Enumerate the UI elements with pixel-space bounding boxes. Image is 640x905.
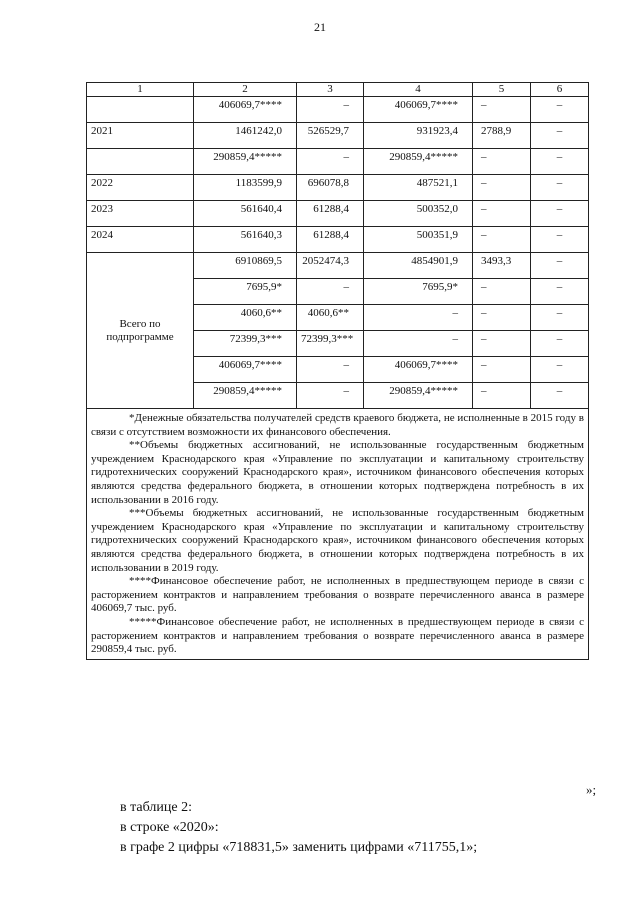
table-cell: 931923,4 [364,123,473,149]
table-cell: 290859,4***** [194,383,297,409]
table-cell: – [473,305,531,331]
table-cell: 526529,7 [297,123,364,149]
footnotes [87,409,589,660]
table-cell [87,97,194,123]
table-cell: 3493,3 [473,253,531,279]
table-cell: – [473,227,531,253]
table-cell: – [473,149,531,175]
table-cell: – [531,253,589,279]
instruction-line: в таблице 2: [120,800,192,815]
footnote: *****Финансовое обеспечение работ, не исполненных в предшествующем периоде в связи с расторжением контрактов и направлением требования о возврате перечисленного аванса в размере 290859,4 тыс. руб. [91,615,584,656]
table-cell: 72399,3*** [297,331,364,357]
table-cell: – [473,201,531,227]
footnote: *Денежные обязательства получателей средств краевого бюджета, не исполненные в 2015 году в связи с отсутствием возможности их финансового обеспечения. [91,412,584,438]
column-header: 2 [194,83,297,97]
table-cell: – [531,383,589,409]
total-row [87,253,589,279]
table-row [87,97,589,123]
table-cell: 500352,0 [364,201,473,227]
table-cell: 561640,4 [194,201,297,227]
table-cell: 72399,3*** [194,331,297,357]
table-cell: 500351,9 [364,227,473,253]
table-cell: 290859,4***** [364,383,473,409]
table-cell: 2023 [87,201,194,227]
instruction-line: в графе 2 цифры «718831,5» заменить цифрами «711755,1»; [120,840,478,855]
table-cell: – [297,97,364,123]
table-cell: 561640,3 [194,227,297,253]
table-row [87,175,589,201]
table-cell: – [473,279,531,305]
column-header: 3 [297,83,364,97]
table-cell: 406069,7**** [194,357,297,383]
footnote: ****Финансовое обеспечение работ, не исполненных в предшествующем периоде в связи с расторжением контрактов и направлением требования о возврате перечисленного аванса в размере 406069,7 тыс. руб. [91,575,584,615]
table-cell: 4060,6** [297,305,364,331]
total-label [87,253,194,409]
table-cell: – [364,305,473,331]
budget-table [86,82,589,660]
table-cell: 7695,9* [364,279,473,305]
total-label-line: подпрограмме [106,330,174,343]
table-cell: – [531,331,589,357]
table-cell: – [531,357,589,383]
table-cell: – [531,227,589,253]
table-cell: – [473,175,531,201]
table-cell: 406069,7**** [364,97,473,123]
table-cell: – [297,149,364,175]
table-cell: – [531,149,589,175]
table-cell: 696078,8 [297,175,364,201]
table-row [87,227,589,253]
table-cell: 2024 [87,227,194,253]
footnote: **Объемы бюджетных ассигнований, не использованные государственным бюджетным учреждением Краснодарского края «Управление по эксплуатации и капитальному строительству гидротехнических сооружений Краснодарского края», источником финансового обеспечения которых являются средства федерального бюджета, в отношении которых подтверждена потребность в их использовании в 2016 году. [91,439,584,506]
table-cell: – [531,175,589,201]
table-cell: 290859,4***** [194,149,297,175]
table-cell: – [473,97,531,123]
column-header: 4 [364,83,473,97]
table-cell: 2052474,3 [297,253,364,279]
table-cell [87,149,194,175]
table-cell: 406069,7**** [364,357,473,383]
table-cell: – [297,357,364,383]
table-cell: – [297,279,364,305]
table-cell: 4060,6** [194,305,297,331]
table-header-row [87,83,589,97]
table-cell: 7695,9* [194,279,297,305]
table-cell: – [473,383,531,409]
table-cell: – [473,331,531,357]
total-label-line: Всего по [119,317,161,330]
table-cell: – [531,201,589,227]
notes-row [87,409,589,660]
table-cell: 487521,1 [364,175,473,201]
table-cell: 6910869,5 [194,253,297,279]
column-header: 6 [531,83,589,97]
table-cell: 1183599,9 [194,175,297,201]
footnote: ***Объемы бюджетных ассигнований, не использованные государственным бюджетным учреждением Краснодарского края «Управление по эксплуатации и капитальному строительству гидротехнических сооружений Краснодарского края», источником финансового обеспечения которых являются средства федерального бюджета, в отношении которых подтверждена потребность в их использовании в 2019 году. [91,507,584,574]
table-cell: – [531,279,589,305]
instruction-line: в строке «2020»: [120,820,219,835]
table-cell: 2788,9 [473,123,531,149]
table-cell: 2021 [87,123,194,149]
column-header: 1 [87,83,194,97]
table-cell: 61288,4 [297,201,364,227]
closing-quote: »; [586,782,597,797]
table-row [87,123,589,149]
table-row [87,149,589,175]
page-number: 21 [314,20,326,34]
table-cell: 406069,7**** [194,97,297,123]
table-cell: – [531,97,589,123]
table-cell: – [297,383,364,409]
table-row [87,201,589,227]
table-cell: 2022 [87,175,194,201]
table-cell: 61288,4 [297,227,364,253]
table-cell: – [364,331,473,357]
table-cell: 4854901,9 [364,253,473,279]
table-cell: 1461242,0 [194,123,297,149]
table-cell: – [531,305,589,331]
table-cell: – [531,123,589,149]
table-cell: 290859,4***** [364,149,473,175]
table-cell: – [473,357,531,383]
column-header: 5 [473,83,531,97]
